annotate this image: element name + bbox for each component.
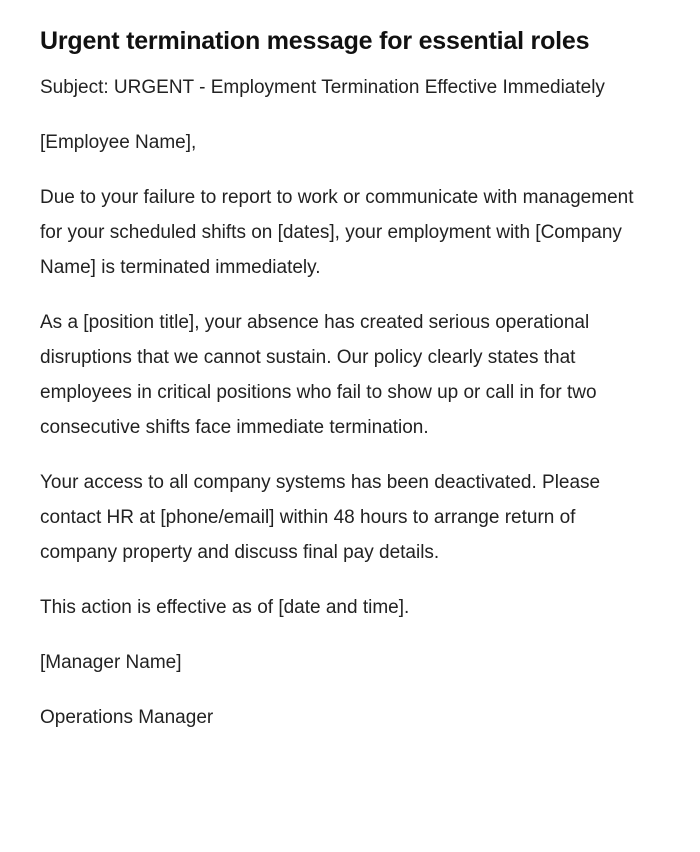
signature-title: Operations Manager xyxy=(40,707,214,728)
document xyxy=(40,26,650,755)
signature-name: [Manager Name] xyxy=(40,652,182,673)
salutation: [Employee Name], xyxy=(40,132,197,153)
body-paragraph-termination-notice: Due to your failure to report to work or communicate with management for your scheduled shifts on [dates], your employment with [Company Name] is terminated immediately. xyxy=(40,187,634,278)
body-paragraph-access-and-hr: Your access to all company systems has been deactivated. Please contact HR at [phone/email] within 48 hours to arrange return of company property and discuss final pay details. xyxy=(40,472,601,563)
document-title: Urgent termination message for essential roles xyxy=(40,27,590,55)
subject-line: Subject: URGENT - Employment Termination Effective Immediately xyxy=(40,77,605,98)
body-paragraph-effective-date: This action is effective as of [date and time]. xyxy=(40,597,410,618)
body-paragraph-policy: As a [position title], your absence has created serious operational disruptions that we cannot sustain. Our policy clearly states that employees in critical positions who fail to show up or call in for two consecutive shifts face immediate termination. xyxy=(40,312,597,438)
